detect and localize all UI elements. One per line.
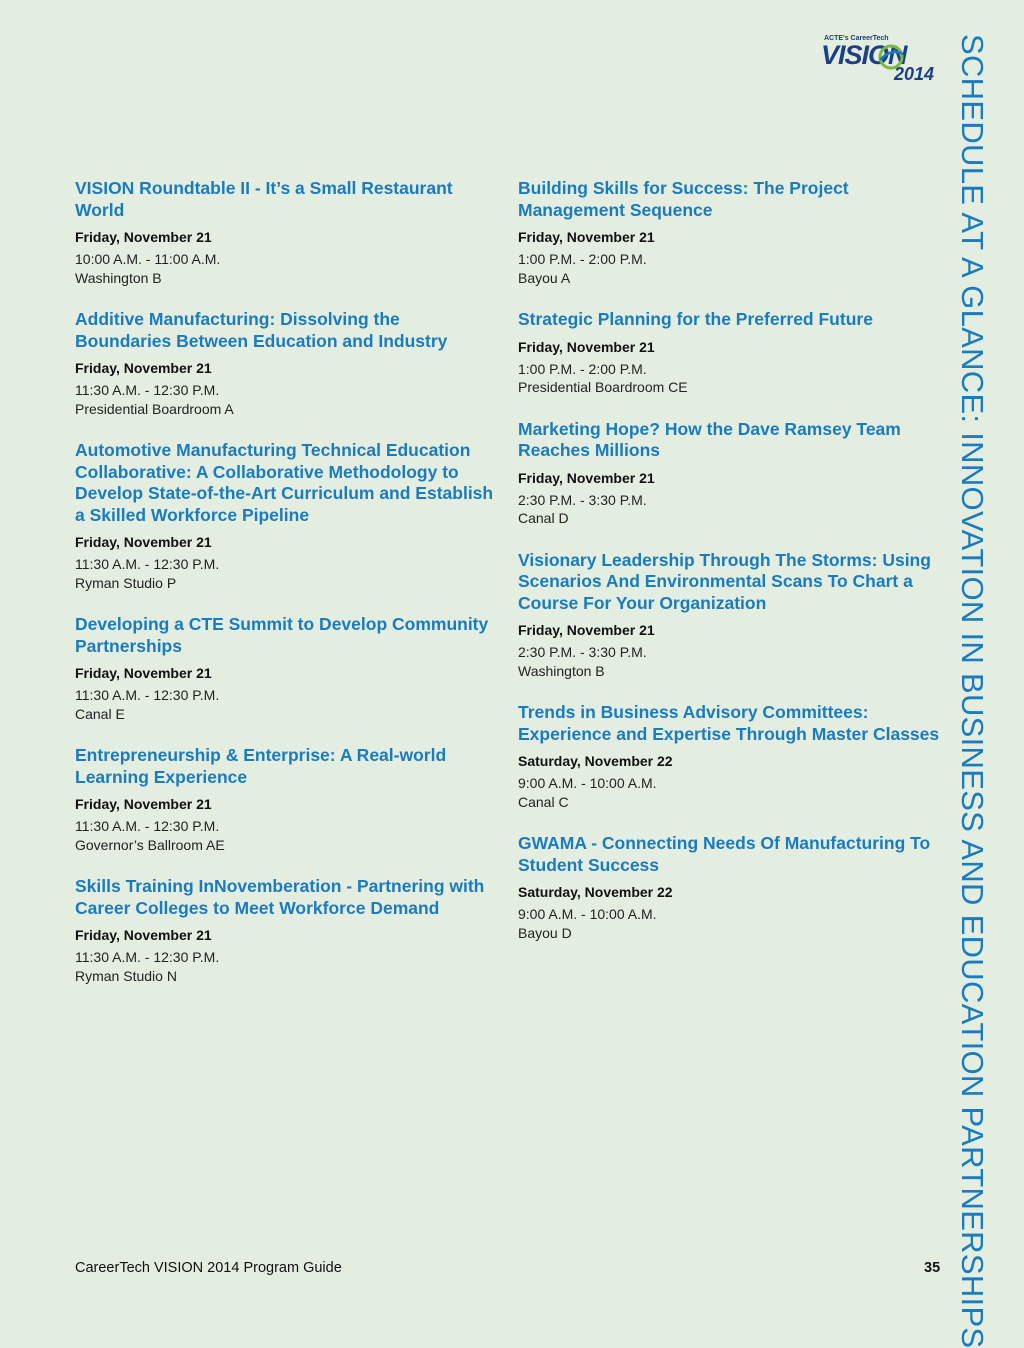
session-item <box>75 309 495 418</box>
session-day: Friday, November 21 <box>75 360 212 376</box>
session-day: Friday, November 21 <box>75 796 212 812</box>
session-day: Friday, November 21 <box>75 665 212 681</box>
session-title[interactable]: Developing a CTE Summit to Develop Community Partnerships <box>75 614 489 656</box>
section-heading-vertical: SCHEDULE AT A GLANCE: INNOVATION IN BUSINESS AND EDUCATION PARTNERSHIPS <box>955 34 990 1348</box>
session-time: 11:30 A.M. - 12:30 P.M. <box>75 382 220 398</box>
session-room: Presidential Boardroom A <box>75 400 234 417</box>
logo-vision-text: VISION <box>821 40 907 70</box>
session-room: Washington B <box>518 662 605 679</box>
session-title[interactable]: VISION Roundtable II - It’s a Small Restaurant World <box>75 178 453 220</box>
session-title[interactable]: Building Skills for Success: The Project Management Sequence <box>518 178 849 220</box>
session-room: Bayou D <box>518 924 572 941</box>
session-time: 1:00 P.M. - 2:00 P.M. <box>518 251 647 267</box>
session-time: 11:30 A.M. - 12:30 P.M. <box>75 949 220 965</box>
session-time: 2:30 P.M. - 3:30 P.M. <box>518 644 647 660</box>
session-time: 2:30 P.M. - 3:30 P.M. <box>518 491 647 508</box>
session-room: Washington B <box>75 269 162 286</box>
page-number: 35 <box>924 1260 941 1276</box>
session-day: Friday, November 21 <box>518 338 655 355</box>
session-item <box>518 178 948 287</box>
session-time: 9:00 A.M. - 10:00 A.M. <box>518 775 657 791</box>
session-room: Canal C <box>518 793 569 810</box>
session-room: Governor’s Ballroom AE <box>75 836 225 853</box>
session-room: Canal E <box>75 705 125 722</box>
session-title[interactable]: Marketing Hope? How the Dave Ramsey Team Reaches Millions <box>518 418 901 460</box>
vision-2014-logo <box>818 34 946 86</box>
session-day: Friday, November 21 <box>518 622 655 638</box>
session-item <box>75 614 495 723</box>
session-day: Friday, November 21 <box>518 229 655 245</box>
session-title[interactable]: Strategic Planning for the Preferred Future <box>518 309 873 329</box>
session-title[interactable]: GWAMA - Connecting Needs Of Manufacturing To Student Success <box>518 833 931 875</box>
session-item <box>75 440 495 592</box>
logo-year-text: 2014 <box>894 64 935 84</box>
session-title[interactable]: Additive Manufacturing: Dissolving the Boundaries Between Education and Industry <box>75 309 448 351</box>
session-room: Canal D <box>518 510 569 526</box>
session-day: Friday, November 21 <box>75 534 212 550</box>
session-room: Bayou A <box>518 269 571 286</box>
session-day: Saturday, November 22 <box>518 884 673 900</box>
session-day: Friday, November 21 <box>75 927 212 943</box>
right-session-column <box>518 178 948 964</box>
logo-top-text: ACTE's CareerTech <box>824 35 889 42</box>
session-title[interactable]: Automotive Manufacturing Technical Education Collaborative: A Collaborative Methodology to Develop State-of-the-Art Curriculum and Establish a Skilled Workforce Pipeline <box>75 440 494 525</box>
session-room: Presidential Boardroom CE <box>518 379 688 395</box>
session-title[interactable]: Skills Training InNovemberation - Partnering with Career Colleges to Meet Workforce Demand <box>75 876 485 918</box>
session-day: Friday, November 21 <box>75 229 212 245</box>
session-title[interactable]: Entrepreneurship & Enterprise: A Real-world Learning Experience <box>75 745 447 787</box>
session-item <box>518 309 948 397</box>
session-time: 11:30 A.M. - 12:30 P.M. <box>75 687 220 703</box>
left-session-column <box>75 178 495 1007</box>
session-title[interactable]: Visionary Leadership Through The Storms: Using Scenarios And Environmental Scans To Chart a Course For Your Organization <box>518 549 931 613</box>
session-time: 11:30 A.M. - 12:30 P.M. <box>75 556 220 572</box>
session-item <box>518 550 948 681</box>
session-item <box>75 745 495 854</box>
session-room: Ryman Studio N <box>75 967 177 984</box>
session-item <box>518 419 948 528</box>
session-item <box>518 833 948 942</box>
session-day: Saturday, November 22 <box>518 753 673 769</box>
session-time: 10:00 A.M. - 11:00 A.M. <box>75 251 221 267</box>
session-item <box>75 178 495 287</box>
session-time: 9:00 A.M. - 10:00 A.M. <box>518 906 657 922</box>
session-item <box>518 702 948 811</box>
session-item <box>75 876 495 985</box>
footer-guide-title: CareerTech VISION 2014 Program Guide <box>75 1260 342 1276</box>
session-title[interactable]: Trends in Business Advisory Committees: Experience and Expertise Through Master Classes <box>518 702 940 744</box>
session-room: Ryman Studio P <box>75 574 177 591</box>
session-time: 11:30 A.M. - 12:30 P.M. <box>75 818 220 834</box>
session-day: Friday, November 21 <box>518 469 655 486</box>
session-time: 1:00 P.M. - 2:00 P.M. <box>518 360 647 377</box>
